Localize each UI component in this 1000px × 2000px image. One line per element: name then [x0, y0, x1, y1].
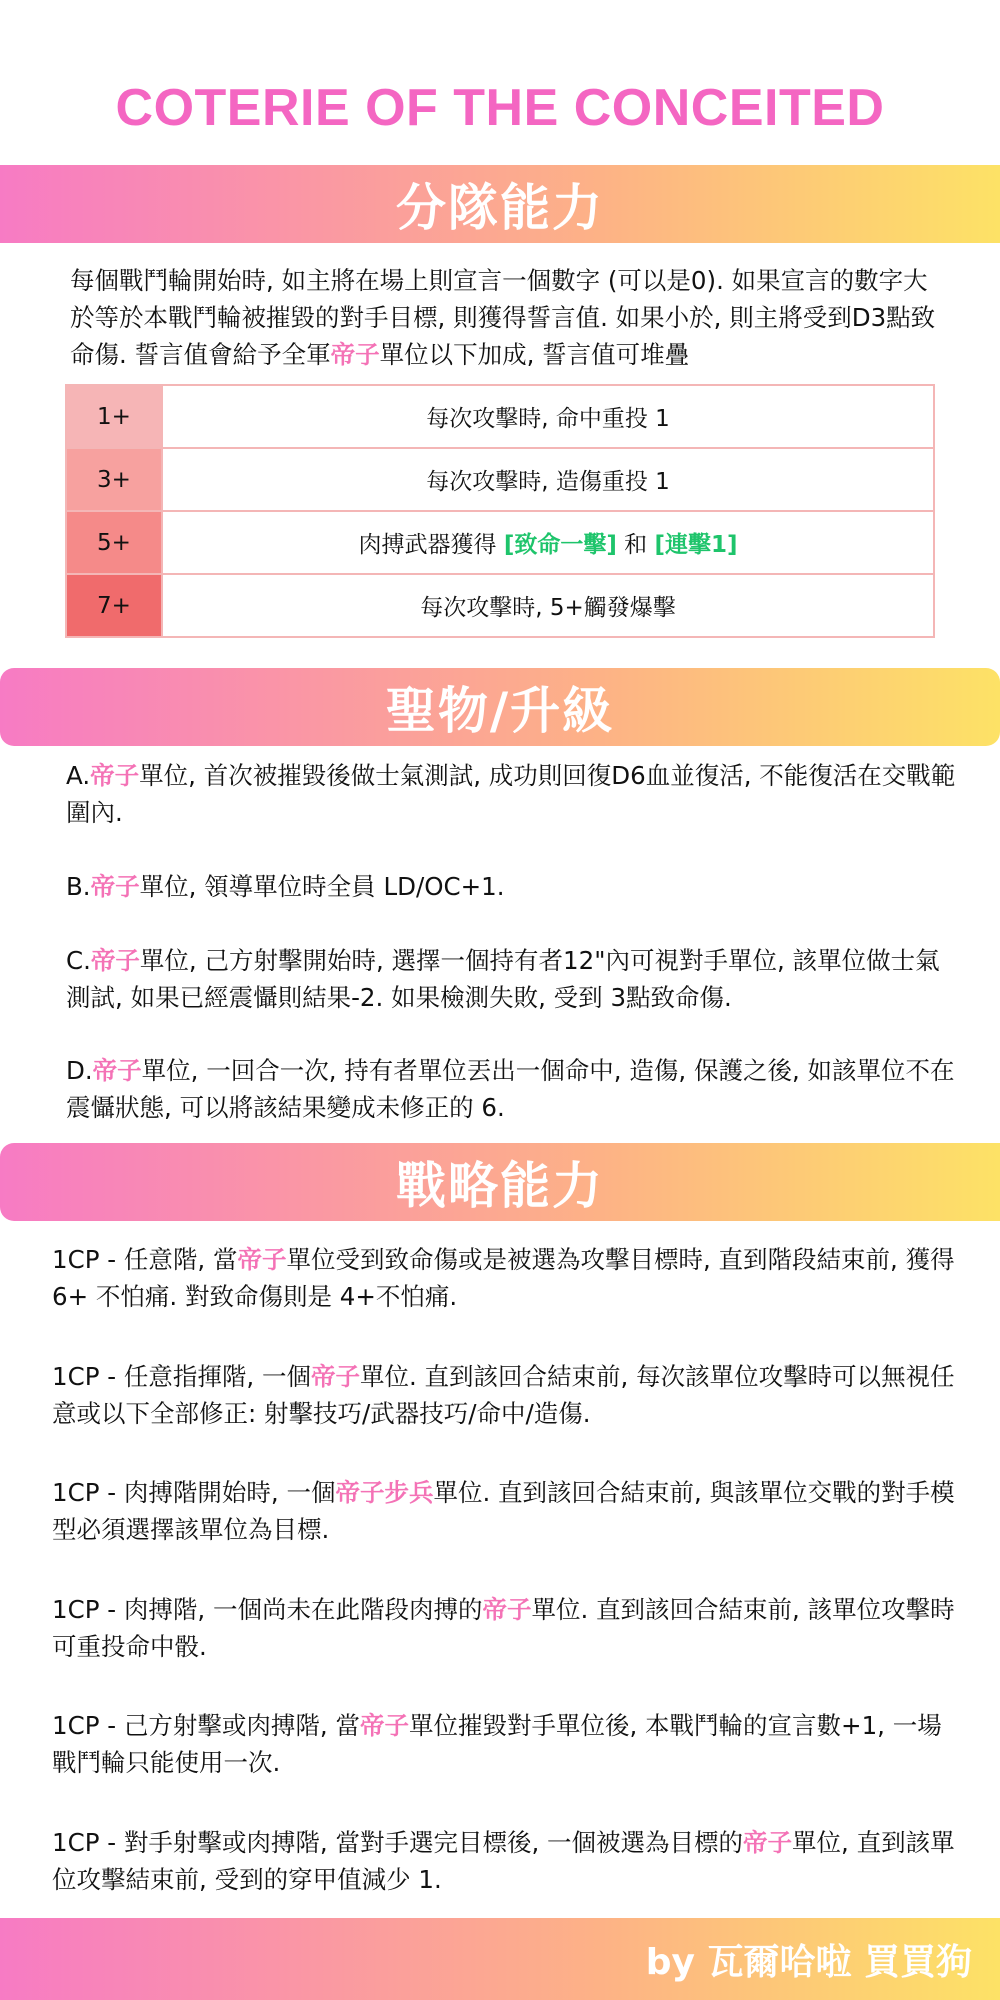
keyword-emperors-children: 帝子	[310, 1362, 360, 1391]
stratagem-item	[52, 1824, 957, 1898]
stratagem-item	[52, 1241, 957, 1315]
stratagem-text: 1CP - 肉搏階開始時, 一個	[52, 1478, 336, 1507]
keyword-emperors-children: 帝子	[237, 1245, 287, 1274]
squad-ability-intro	[70, 262, 950, 373]
table-row	[66, 448, 934, 511]
keyword-emperors-children: 帝子	[359, 1711, 409, 1740]
stratagem-text: 單位. 直到該回合結束前, 每次該單位攻擊時可以無視任意或以下全部修正: 射擊技巧/武器技巧/命中/造傷.	[52, 1362, 955, 1428]
oath-level-cell: 7+	[66, 574, 162, 637]
relic-text: 單位, 己方射擊開始時, 選擇一個持有者12"內可視對手單位, 該單位做士氣測試, 如果已經震懾則結果-2. 如果檢測失敗, 受到 3點致命傷.	[66, 946, 940, 1012]
squad-ability-banner	[0, 165, 1000, 243]
stratagems-banner	[0, 1143, 1000, 1221]
stratagem-text: 1CP - 肉搏階, 一個尚未在此階段肉搏的	[52, 1595, 483, 1624]
keyword-emperors-children: 帝子	[743, 1828, 793, 1857]
relic-item-c	[66, 942, 956, 1016]
keyword-devastating-wounds: [致命一擊]	[503, 532, 617, 558]
keyword-emperors-children: 帝子	[482, 1595, 532, 1624]
oath-effect-cell: 每次攻擊時, 造傷重投 1	[162, 448, 934, 511]
relic-prefix: B.	[66, 872, 91, 901]
effect-text: 和	[616, 532, 655, 558]
page-title: COTERIE OF THE CONCEITED	[115, 79, 885, 137]
oath-effect-cell: 每次攻擊時, 5+觸發爆擊	[162, 574, 934, 637]
oath-effect-cell: 每次攻擊時, 命中重投 1	[162, 385, 934, 448]
relic-prefix: A.	[66, 761, 91, 790]
intro-text-end: 單位以下加成, 誓言值可堆疊	[379, 340, 690, 369]
oath-level-cell: 1+	[66, 385, 162, 448]
relic-prefix: C.	[66, 946, 91, 975]
relic-item-d	[66, 1052, 956, 1126]
table-row	[66, 385, 934, 448]
stratagem-item	[52, 1474, 957, 1548]
relic-prefix: D.	[66, 1056, 93, 1085]
stratagem-item	[52, 1707, 957, 1781]
author-credit: by 瓦爾哈啦 買買狗	[645, 1941, 972, 1983]
keyword-emperors-children: 帝子	[330, 340, 380, 369]
table-row	[66, 511, 934, 574]
oath-effect-cell	[162, 511, 934, 574]
keyword-emperors-children: 帝子	[92, 1056, 142, 1085]
relic-text: 單位, 首次被摧毀後做士氣測試, 成功則回復D6血並復活, 不能復活在交戰範圍內.	[66, 761, 956, 827]
keyword-sustained-hits: [連擊1]	[654, 532, 738, 558]
intro-text: 每個戰鬥輪開始時, 如主將在場上則宣言一個數字 (可以是0). 如果宣言的數字大於等於本戰鬥輪被摧毀的對手目標, 則獲得誓言值. 如果小於, 則主將受到D3點致命傷. 誓言值會給予全軍	[70, 266, 936, 369]
footer-banner	[0, 1918, 1000, 2000]
table-row	[66, 574, 934, 637]
stratagem-text: 單位受到致命傷或是被選為攻擊目標時, 直到階段結束前, 獲得 6+ 不怕痛. 對致命傷則是 4+不怕痛.	[52, 1245, 955, 1311]
relic-item-a	[66, 757, 956, 831]
keyword-emperors-children: 帝子	[90, 946, 140, 975]
stratagem-text: 單位. 直到該回合結束前, 與該單位交戰的對手模型必須選擇該單位為目標.	[52, 1478, 955, 1544]
oath-bonus-table	[65, 384, 935, 638]
effect-text: 肉搏武器獲得	[358, 532, 504, 558]
oath-level-cell: 5+	[66, 511, 162, 574]
stratagems-heading: 戰略能力	[396, 1157, 604, 1215]
stratagem-text: 單位摧毀對手單位後, 本戰鬥輪的宣言數+1, 一場戰鬥輪只能使用一次.	[52, 1711, 942, 1777]
relics-heading: 聖物/升級	[385, 682, 615, 740]
keyword-emperors-children: 帝子	[90, 872, 140, 901]
relic-item-b	[66, 868, 956, 905]
stratagem-text: 單位. 直到該回合結束前, 該單位攻擊時可重投命中骰.	[52, 1595, 955, 1661]
relic-text: 單位, 一回合一次, 持有者單位丟出一個命中, 造傷, 保護之後, 如該單位不在震懾狀態, 可以將該結果變成未修正的 6.	[66, 1056, 955, 1122]
keyword-emperors-children: 帝子	[90, 761, 140, 790]
oath-level-cell: 3+	[66, 448, 162, 511]
squad-ability-heading: 分隊能力	[396, 179, 604, 237]
stratagem-text: 1CP - 任意指揮階, 一個	[52, 1362, 311, 1391]
stratagem-item	[52, 1358, 957, 1432]
stratagem-text: 1CP - 對手射擊或肉搏階, 當對手選完目標後, 一個被選為目標的	[52, 1828, 744, 1857]
relics-banner	[0, 668, 1000, 746]
stratagem-item	[52, 1591, 957, 1665]
keyword-emperors-children-infantry: 帝子步兵	[335, 1478, 434, 1507]
stratagem-text: 單位, 直到該單位攻擊結束前, 受到的穿甲值減少 1.	[52, 1828, 955, 1894]
stratagem-text: 1CP - 任意階, 當	[52, 1245, 238, 1274]
relic-text: 單位, 領導單位時全員 LD/OC+1.	[139, 872, 505, 901]
stratagem-text: 1CP - 己方射擊或肉搏階, 當	[52, 1711, 360, 1740]
